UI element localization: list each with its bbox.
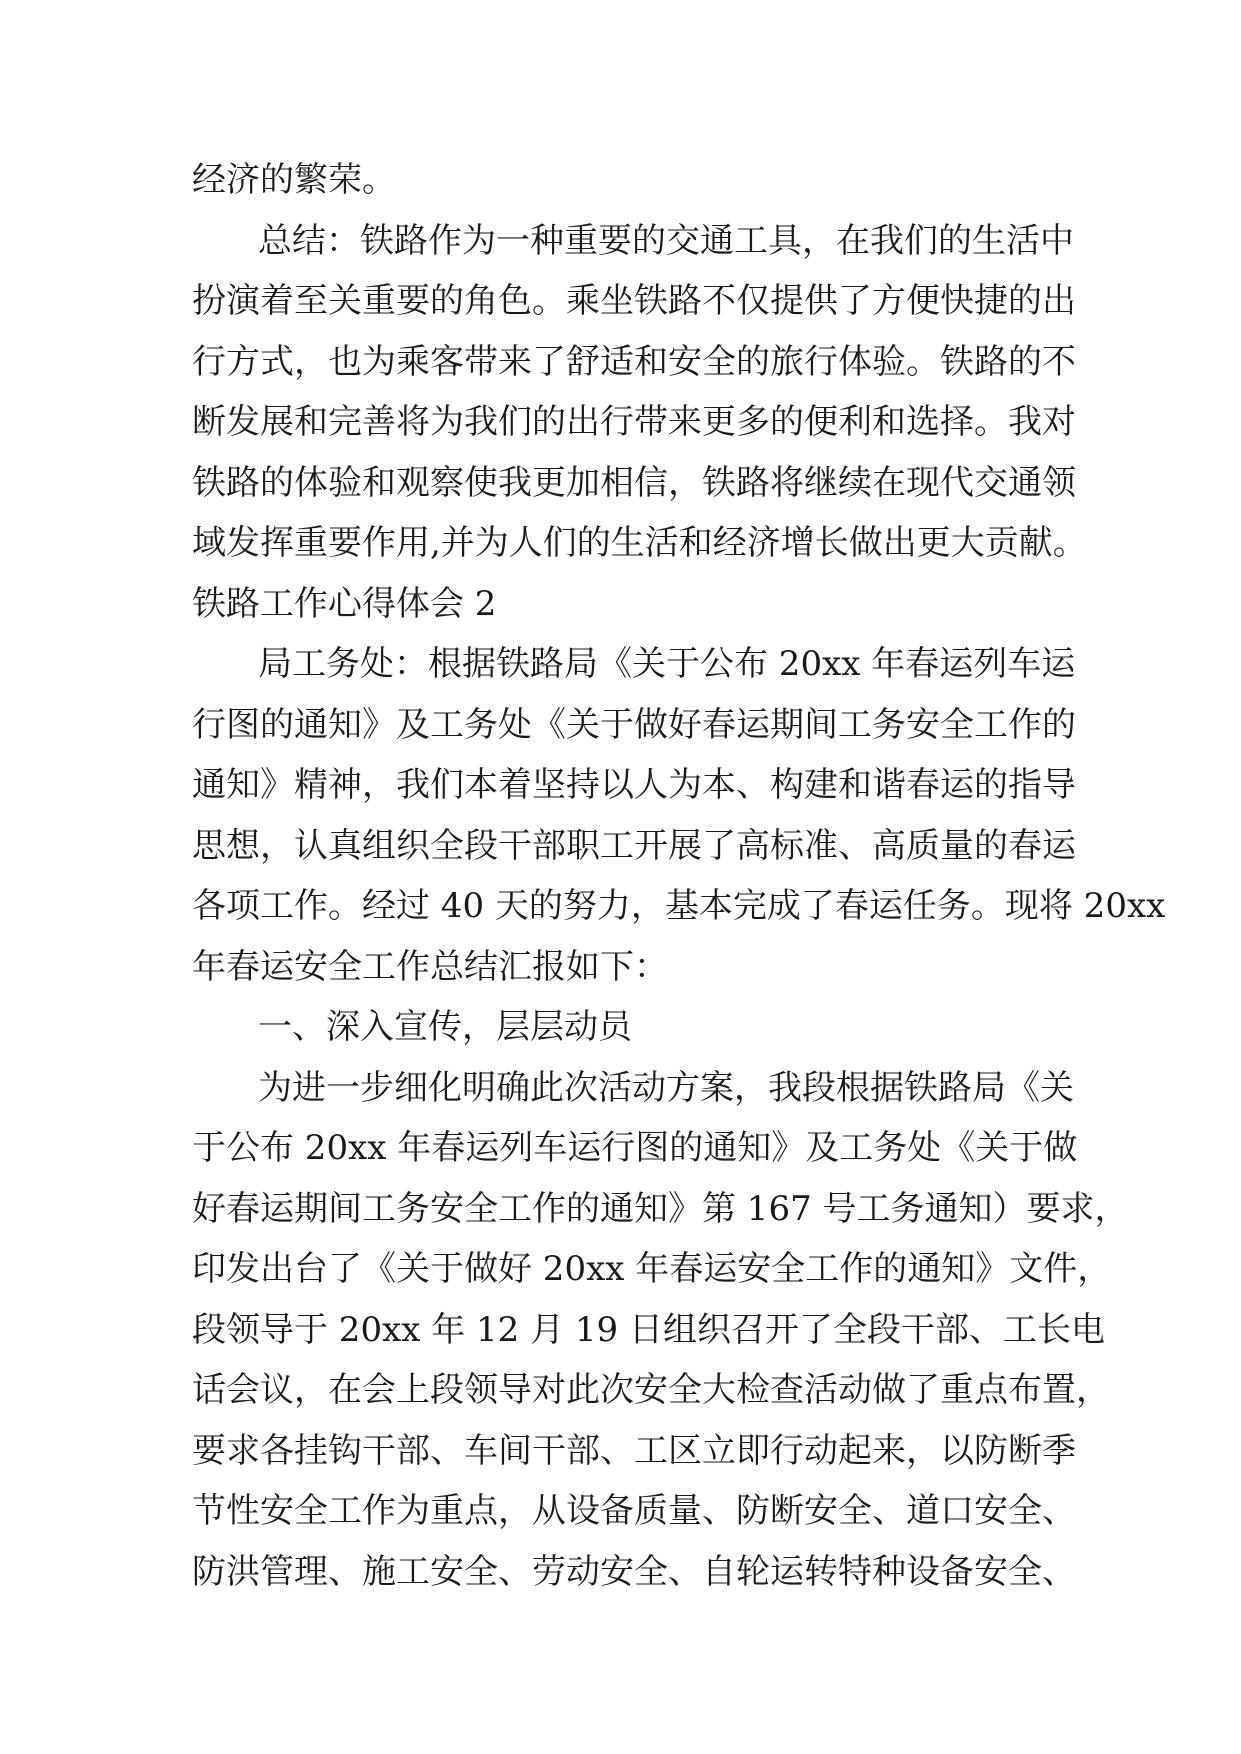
text-line: 扮演着至关重要的角色。乘坐铁路不仅提供了方便快捷的出 xyxy=(192,281,1076,321)
text-line: 行图的通知》及工务处《关于做好春运期间工务安全工作的 xyxy=(192,704,1076,745)
text-line: 为进一步细化明确此次活动方案，我段根据铁路局《关 xyxy=(258,1067,1074,1108)
text-line: 局工务处：根据铁路局《关于公布 20xx 年春运列车运 xyxy=(258,644,1076,684)
text-line: 铁路的体验和观察使我更加相信，铁路将继续在现代交通领 xyxy=(192,462,1076,503)
text-line: 于公布 20xx 年春运列车运行图的通知》及工务处《关于做 xyxy=(192,1128,1078,1168)
subsection-heading: 一、深入宣传，层层动员 xyxy=(258,1007,632,1047)
text-line: 防洪管理、施工安全、劳动安全、自轮运转特种设备安全、 xyxy=(192,1551,1076,1592)
body-text xyxy=(192,150,1166,1602)
text-line: 印发出台了《关于做好 20xx 年春运安全工作的通知》文件， xyxy=(192,1249,1112,1289)
text-line: 断发展和完善将为我们的出行带来更多的便利和选择。我对 xyxy=(192,402,1076,442)
text-line: 好春运期间工务安全工作的通知》第 167 号工务通知）要求， xyxy=(192,1188,1129,1229)
text-line: 思想，认真组织全段干部职工开展了高标准、高质量的春运 xyxy=(192,825,1076,866)
section-heading: 铁路工作心得体会 2 xyxy=(192,583,497,624)
text-line: 行方式，也为乘客带来了舒适和安全的旅行体验。铁路的不 xyxy=(192,341,1076,382)
text-line: 年春运安全工作总结汇报如下： xyxy=(192,946,668,987)
text-line: 通知》精神，我们本着坚持以人为本、构建和谐春运的指导 xyxy=(192,765,1076,805)
text-line: 总结：铁路作为一种重要的交通工具，在我们的生活中 xyxy=(258,220,1074,261)
text-line: 各项工作。经过 40 天的努力，基本完成了春运任务。现将 20xx xyxy=(192,886,1166,926)
text-line: 段领导于 20xx 年 12 月 19 日组织召开了全段干部、工长电 xyxy=(192,1309,1105,1350)
text-line: 话会议，在会上段领导对此次安全大检查活动做了重点布置， xyxy=(192,1370,1110,1410)
text-line: 经济的繁荣。 xyxy=(192,160,396,200)
text-line: 节性安全工作为重点，从设备质量、防断安全、道口安全、 xyxy=(192,1491,1076,1531)
text-line: 域发挥重要作用,并为人们的生活和经济增长做出更大贡献。 xyxy=(192,523,1087,563)
text-line: 要求各挂钩干部、车间干部、工区立即行动起来，以防断季 xyxy=(192,1430,1076,1471)
